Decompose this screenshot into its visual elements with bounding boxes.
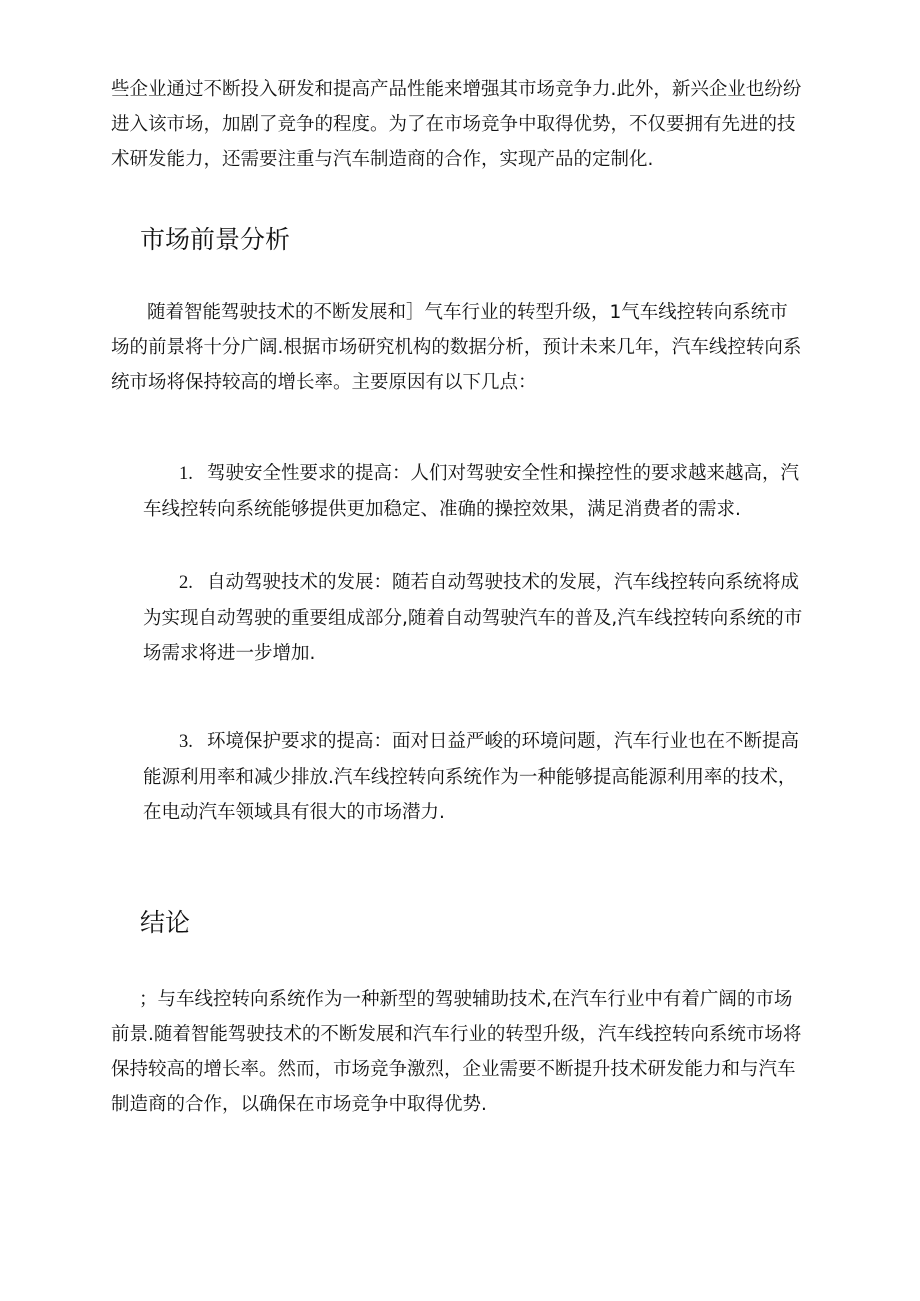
paragraph-line: 随着智能驾驶技术的不断发展和］气车行业的转型升级，1气车线控转向系统市 <box>147 302 788 323</box>
list-item-text: 驾驶安全性要求的提高：人们对驾驶安全性和操控性的要求越来越高，汽 <box>207 463 800 484</box>
list-item <box>143 565 803 671</box>
section-title-conclusion: 结论 <box>140 908 191 937</box>
list-item-text: 环境保护要求的提高：面对日益严峻的环境问题，汽车行业也在不断提高 <box>207 731 800 752</box>
outlook-intro-paragraph <box>111 295 801 400</box>
paragraph-line: 制造商的合作，以确保在市场竞争中取得优势. <box>111 1094 487 1115</box>
conclusion-paragraph <box>111 982 801 1122</box>
list-item-text: 车线控转向系统能够提供更加稳定、准确的操控效果，满足消费者的需求. <box>143 499 741 520</box>
paragraph-line: 前景.随着智能驾驶技术的不断发展和汽车行业的转型升级，汽车线控转向系统市场将 <box>111 1024 802 1045</box>
paragraph-line: 术研发能力，还需要注重与汽车制造商的合作，实现产品的定制化. <box>111 149 654 170</box>
list-item-text: 能源利用率和减少排放.汽车线控转向系统作为一种能够提高能源利用率的技术， <box>143 767 797 788</box>
intro-paragraph <box>111 72 801 177</box>
list-item-number: 2. <box>179 573 193 593</box>
paragraph-line: 保持较高的增长率。然而，市场竞争激烈，企业需要不断提升技术研发能力和与汽车 <box>111 1059 796 1080</box>
list-item-number: 1. <box>179 464 193 484</box>
list-item <box>143 724 803 830</box>
paragraph-line: 进入该市场，加剧了竞争的程度。为了在市场竞争中取得优势，不仅要拥有先进的技 <box>111 114 796 135</box>
list-item-text: 场需求将进一步增加. <box>143 643 316 664</box>
paragraph-line: 场的前景将十分广阔.根据市场研究机构的数据分析，预计未来几年，汽车线控转向系 <box>111 337 802 358</box>
list-item-text: 在电动汽车领域具有很大的市场潜力. <box>143 802 445 823</box>
list-item <box>143 456 803 527</box>
list-item-text: 为实现自动驾驶的重要组成部分,随着自动驾驶汽车的普及,汽车线控转向系统的市 <box>143 608 803 629</box>
paragraph-line: 统市场将保持较高的增长率。主要原因有以下几点： <box>111 372 537 393</box>
list-item-text: 自动驾驶技术的发展：随若自动驾驶技术的发展，汽车线控转向系统将成 <box>207 572 800 593</box>
paragraph-line: 些企业通过不断投入研发和提高产品性能来增强其市场竞争力.此外，新兴企业也纷纷 <box>111 79 802 100</box>
list-item-number: 3. <box>179 732 193 752</box>
section-title-outlook: 市场前景分析 <box>140 225 291 254</box>
paragraph-line: ；与车线控转向系统作为一种新型的驾驶辅助技术,在汽车行业中有着广阔的市场 <box>139 989 793 1010</box>
